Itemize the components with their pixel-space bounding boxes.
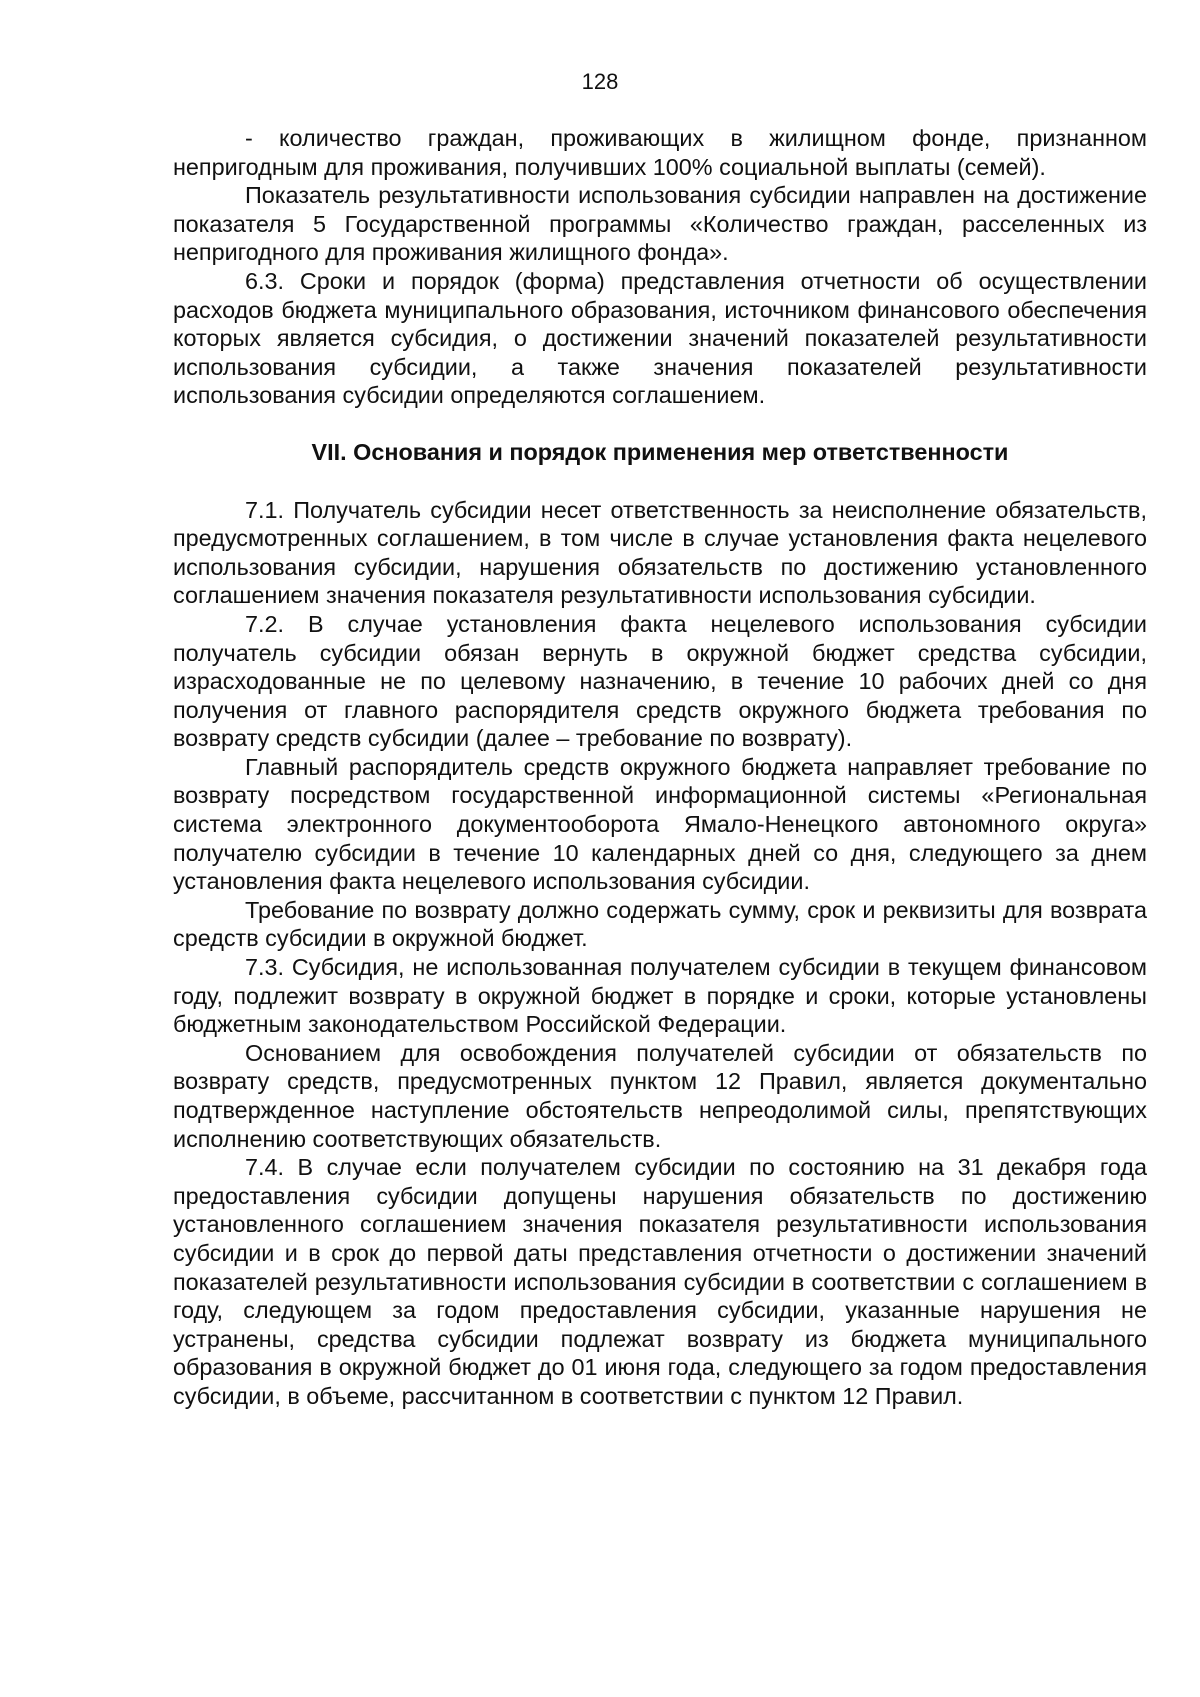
paragraph-6-3-reporting: 6.3. Сроки и порядок (форма) представления отчетности об осуществлении расходов бюджета муниципального образования, источником финансового обеспечения которых является субсидия, о достижении значений показателей результативности использования субсидии, а также значения показателей результативности использования субсидии определяются соглашением. bbox=[173, 267, 1147, 409]
page-number: 128 bbox=[581, 69, 619, 94]
paragraph-return-request-content: Требование по возврату должно содержать сумму, срок и реквизиты для возврата средств субсидии в окружной бюджет. bbox=[173, 896, 1147, 952]
paragraph-return-request-sending: Главный распорядитель средств окружного бюджета направляет требование по возврату посредством государственной информационной системы «Региональная система электронного документооборота Ямало-Ненецкого автономного округа» получателю субсидии в течение 10 календарных дней со дня, следующего за днем установления факта нецелевого использования субсидии. bbox=[173, 753, 1147, 895]
document-body bbox=[173, 124, 1147, 1411]
paragraph-indicator-goal: Показатель результативности использования субсидии направлен на достижение показателя 5 Государственной программы «Количество граждан, расселенных из непригодного для проживания жилищного фонда». bbox=[173, 182, 1147, 266]
section-heading: VII. Основания и порядок применения мер ответственности bbox=[311, 438, 1009, 465]
paragraph-7-3: 7.3. Субсидия, не использованная получателем субсидии в текущем финансовом году, подлежит возврату в окружной бюджет в порядке и сроки, которые установлены бюджетным законодательством Российской Федерации. bbox=[173, 954, 1147, 1038]
paragraph-7-4: 7.4. В случае если получателем субсидии по состоянию на 31 декабря года предоставления субсидии допущены нарушения обязательств по достижению установленного соглашением значения показателя результативности использования субсидии и в срок до первой даты представления отчетности о достижении значений показателей результативности использования субсидии в соответствии с соглашением в году, следующем за годом предоставления субсидии, указанные нарушения не устранены, средства субсидии подлежат возврату из бюджета муниципального образования в окружной бюджет до 01 июня года, следующего за годом предоставления субсидии, в объеме, рассчитанном в соответствии с пунктом 12 Правил. bbox=[173, 1154, 1147, 1409]
paragraph-beneficiaries-count: - количество граждан, проживающих в жилищном фонде, признанном непригодным для проживания, получивших 100% социальной выплаты (семей). bbox=[173, 125, 1147, 180]
paragraph-7-1: 7.1. Получатель субсидии несет ответственность за неисполнение обязательств, предусмотренных соглашением, в том числе в случае установления факта нецелевого использования субсидии, нарушения обязательств по достижению установленного соглашением значения показателя результативности использования субсидии. bbox=[173, 496, 1147, 609]
paragraph-7-2: 7.2. В случае установления факта нецелевого использования субсидии получатель субсидии обязан вернуть в окружной бюджет средства субсидии, израсходованные не по целевому назначению, в течение 10 рабочих дней со дня получения от главного распорядителя средств окружного бюджета требования по возврату средств субсидии (далее – требование по возврату). bbox=[173, 610, 1147, 752]
paragraph-force-majeure: Основанием для освобождения получателей субсидии от обязательств по возврату средств, предусмотренных пунктом 12 Правил, является документально подтвержденное наступление обстоятельств непреодолимой силы, препятствующих исполнению соответствующих обязательств. bbox=[173, 1039, 1147, 1152]
